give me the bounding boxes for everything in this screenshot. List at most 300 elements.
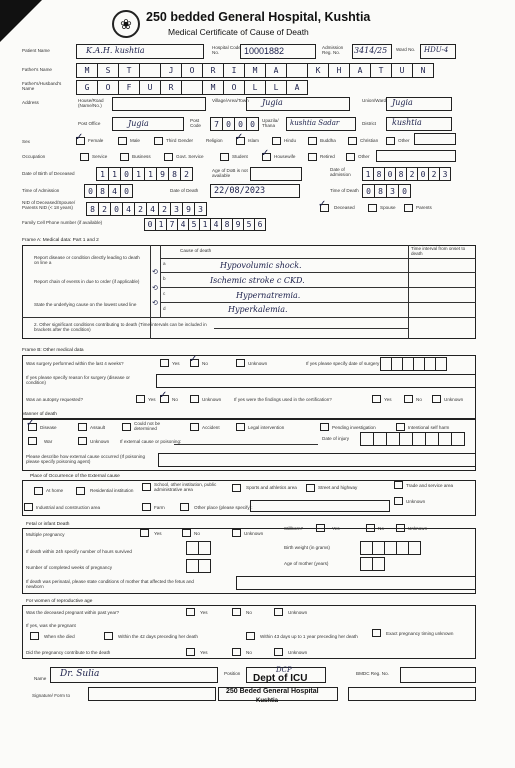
village-value: Jugia xyxy=(262,98,283,107)
row-letter-a: a xyxy=(163,261,166,266)
home-label: At home xyxy=(46,488,64,493)
cell[interactable]: R xyxy=(160,80,182,95)
admission-date-cells[interactable] xyxy=(362,167,450,181)
reproductive-title: For women of reproductive age xyxy=(26,599,93,604)
govt-service-label: Govt. Service xyxy=(176,154,204,159)
cell[interactable]: 5 xyxy=(243,218,255,231)
cell[interactable] xyxy=(451,432,465,446)
school-label: School, other institution, public administrative area xyxy=(154,482,217,493)
cell[interactable]: 1 xyxy=(108,167,121,181)
autopsy-unknown-label: Unknown xyxy=(202,397,222,402)
hindu-label: Hindu xyxy=(284,138,297,143)
post-code-cells[interactable] xyxy=(210,117,258,131)
autopsy-yes-checkbox[interactable] xyxy=(136,395,145,403)
cell[interactable]: U xyxy=(139,80,161,95)
hospital-code-value: 10001882 xyxy=(244,46,285,56)
hospital-logo-icon: ❀ xyxy=(112,10,140,38)
assault-label: Assault xyxy=(90,425,106,430)
pregnant-no-checkbox[interactable] xyxy=(232,608,241,616)
cell[interactable]: 4 xyxy=(177,218,189,231)
fathers-name-label: Father's Name xyxy=(22,67,52,72)
industrial-checkbox[interactable] xyxy=(24,503,33,511)
death-date-value: 22/08/2023 xyxy=(214,186,266,196)
other-occupation-label: Other xyxy=(358,154,370,159)
cell[interactable] xyxy=(139,63,161,78)
surgery-reason-label: If yes please specify reason for surgery (disease or condition) xyxy=(26,375,130,386)
assault-checkbox[interactable] xyxy=(78,423,87,431)
cell[interactable]: 0 xyxy=(120,184,133,198)
cell[interactable]: 2 xyxy=(180,167,193,181)
mother-age-cells[interactable] xyxy=(360,557,384,571)
patient-name-value: K.A.H. kushtia xyxy=(86,46,145,55)
death-time-label: Time of Death xyxy=(330,188,359,193)
cell[interactable]: F xyxy=(118,80,140,95)
cell[interactable]: O xyxy=(181,63,203,78)
accident-label: Accident xyxy=(202,425,220,430)
frame-a-title: Frame A: Medical data: Part 1 and 2 xyxy=(22,238,99,243)
cell[interactable]: 0 xyxy=(234,117,247,131)
cell[interactable]: 3 xyxy=(194,202,207,216)
cell[interactable]: S xyxy=(97,63,119,78)
retired-label: Retired xyxy=(320,154,335,159)
surgery-unknown-checkbox[interactable] xyxy=(236,359,245,367)
within-42-checkbox[interactable] xyxy=(104,632,113,640)
cell[interactable]: 2 xyxy=(158,202,171,216)
weeks-cells[interactable] xyxy=(186,559,210,573)
christian-checkbox[interactable] xyxy=(348,137,357,145)
pending-checkbox[interactable] xyxy=(320,423,329,431)
bmdc-label: BMDC Reg. No. xyxy=(356,671,389,676)
autopsy-yes-label: Yes xyxy=(148,397,156,402)
other-religion-checkbox[interactable] xyxy=(386,137,395,145)
cell[interactable]: 0 xyxy=(362,184,375,198)
stillborn-no-label: No xyxy=(378,526,384,531)
autopsy-used-no-label: No xyxy=(416,397,422,402)
cause-c-value: Hypernatremia. xyxy=(236,291,301,300)
pending-label: Pending investigation xyxy=(332,425,376,430)
nid-cells[interactable] xyxy=(86,202,206,216)
frame-a-divider-3 xyxy=(408,245,409,339)
union-label: Union/Ward xyxy=(362,98,387,103)
trade-checkbox[interactable] xyxy=(394,481,403,489)
cell[interactable]: 8 xyxy=(86,202,99,216)
surgery-no-check-mark-icon: ✓ xyxy=(189,354,198,365)
cell[interactable]: A xyxy=(286,80,308,95)
other-religion-field[interactable] xyxy=(414,133,456,145)
spouse-label: Spouse xyxy=(380,205,396,210)
nid-label: NID of Deceased/Spouse/ Parents NID (< 18 years) xyxy=(22,200,76,211)
cell[interactable]: O xyxy=(223,80,245,95)
arrow-icon-2: ⟲ xyxy=(152,285,158,292)
cell[interactable]: 2 xyxy=(134,202,147,216)
exact-timing-checkbox[interactable] xyxy=(372,629,381,637)
cell[interactable]: 6 xyxy=(254,218,266,231)
pregnant-yes-label: Yes xyxy=(200,610,208,615)
dob-label: Date of Birth of Deceased xyxy=(22,171,75,176)
school-checkbox[interactable] xyxy=(142,483,151,491)
row-c-label: State the underlying cause on the lowest used line xyxy=(34,302,137,307)
cell[interactable]: L xyxy=(244,80,266,95)
surgery-yes-checkbox[interactable] xyxy=(160,359,169,367)
sex-label: Sex xyxy=(22,139,30,144)
cell[interactable]: H xyxy=(328,63,350,78)
cell[interactable]: 1 xyxy=(155,218,167,231)
cell[interactable]: L xyxy=(265,80,287,95)
age-field[interactable] xyxy=(250,167,302,181)
hindu-checkbox[interactable] xyxy=(272,137,281,145)
external-desc-field[interactable] xyxy=(158,453,476,467)
cell[interactable]: N xyxy=(412,63,434,78)
autopsy-used-unknown-label: Unknown xyxy=(444,397,464,402)
injury-date-label: Date of injury xyxy=(322,436,350,441)
service-label: Service xyxy=(92,154,108,159)
business-label: Business xyxy=(132,154,151,159)
farm-checkbox[interactable] xyxy=(142,503,151,511)
cell[interactable]: 8 xyxy=(168,167,181,181)
occupation-label: Occupation xyxy=(22,154,46,159)
sports-label: Sports and athletics area xyxy=(246,485,297,490)
deceased-check-mark-icon: ✓ xyxy=(318,199,327,210)
header xyxy=(112,10,412,48)
cell[interactable] xyxy=(181,80,203,95)
part2-line xyxy=(214,328,408,329)
upazila-value: kushtia Sadar xyxy=(290,119,340,127)
autopsy-used-no-checkbox[interactable] xyxy=(404,395,413,403)
religion-label: Religion xyxy=(206,138,223,143)
cell[interactable] xyxy=(438,432,452,446)
post-office-label: Post Office xyxy=(78,121,101,126)
cell[interactable]: 8 xyxy=(221,218,233,231)
phone-cells[interactable] xyxy=(144,218,265,231)
death-time-cells[interactable] xyxy=(362,184,410,198)
street-checkbox[interactable] xyxy=(306,484,315,492)
cell[interactable]: A xyxy=(265,63,287,78)
fetal-title: Fetal or infant Death xyxy=(26,522,70,527)
frame-a-divider-2 xyxy=(160,245,161,317)
external-cause-line xyxy=(174,444,318,445)
stillborn-yes-label: Yes xyxy=(332,526,340,531)
cell[interactable]: 0 xyxy=(84,184,97,198)
war-checkbox[interactable] xyxy=(28,437,37,445)
multiple-pregnancy-label: Multiple pregnancy xyxy=(26,532,65,537)
third-gender-label: Third Gender xyxy=(166,138,194,143)
undetermined-checkbox[interactable] xyxy=(122,423,131,431)
cell[interactable] xyxy=(373,432,387,446)
row-letter-d: d xyxy=(163,306,166,311)
housewife-label: Housewife xyxy=(274,154,296,159)
surgery-reason-field[interactable] xyxy=(156,374,476,388)
islam-label: Islam xyxy=(248,138,259,143)
surgery-yes-label: Yes xyxy=(172,361,180,366)
external-cause-label: If external cause or poisoning: xyxy=(120,439,182,444)
autopsy-used-yes-label: Yes xyxy=(384,397,392,402)
certificate-subtitle: Medical Certificate of Cause of Death xyxy=(168,27,309,37)
home-checkbox[interactable] xyxy=(34,487,43,495)
cell[interactable]: 3 xyxy=(386,184,399,198)
cell[interactable]: M xyxy=(244,63,266,78)
cell[interactable]: 0 xyxy=(144,218,156,231)
surgery-date-cells[interactable] xyxy=(380,357,446,371)
row-b-label: Report chain of events in due to order (if applicable) xyxy=(34,279,140,284)
patient-name-label: Patient Name xyxy=(22,48,50,53)
district-label: District xyxy=(362,121,377,126)
cell[interactable]: 0 xyxy=(398,184,411,198)
husband-name-label: Father's/Husband's Name xyxy=(22,81,62,92)
stamp-dept: Dept of ICU xyxy=(253,673,308,684)
manner-title: Manner of death xyxy=(22,412,57,417)
cell[interactable]: 2 xyxy=(428,167,440,181)
service-checkbox[interactable] xyxy=(80,153,89,161)
cell[interactable]: 0 xyxy=(384,167,396,181)
hospital-title: 250 bedded General Hospital, Kushtia xyxy=(146,10,371,24)
legal-checkbox[interactable] xyxy=(236,423,245,431)
surgery-unknown-label: Unknown xyxy=(248,361,268,366)
stillborn-no-checkbox[interactable] xyxy=(366,524,375,532)
cell[interactable]: 1 xyxy=(199,218,211,231)
multiple-yes-label: Yes xyxy=(154,531,162,536)
cell[interactable]: 8 xyxy=(395,167,407,181)
spouse-checkbox[interactable] xyxy=(368,204,377,212)
multiple-unknown-label: Unknown xyxy=(244,531,264,536)
male-checkbox[interactable] xyxy=(118,137,127,145)
autopsy-question: Was an autopsy requested? xyxy=(26,397,84,402)
cell[interactable]: 4 xyxy=(146,202,159,216)
external-desc-label: Please describe how external cause occurred (If poisoning please specify poisoning agent) xyxy=(26,454,145,465)
contribute-yes-checkbox[interactable] xyxy=(186,648,195,656)
pregnant-question: Was the deceased pregnant within past year? xyxy=(26,610,120,615)
place-unknown-label: Unknown xyxy=(406,499,426,504)
student-label: Student xyxy=(232,154,248,159)
other-occupation-field[interactable] xyxy=(376,150,456,162)
within-43-label: Within 43 days up to 1 year preceding her death xyxy=(260,634,358,639)
cell[interactable]: G xyxy=(76,80,98,95)
cell[interactable] xyxy=(425,432,439,446)
contribute-no-checkbox[interactable] xyxy=(232,648,241,656)
cell[interactable]: 2 xyxy=(406,167,418,181)
weeks-label: Number of completed weeks of pregnancy xyxy=(26,565,113,570)
cell[interactable]: M xyxy=(76,63,98,78)
scan-corner xyxy=(0,0,42,42)
place-unknown-checkbox[interactable] xyxy=(394,497,403,505)
business-checkbox[interactable] xyxy=(120,153,129,161)
cell[interactable] xyxy=(435,357,447,371)
other-religion-label: Other xyxy=(398,138,410,143)
cell[interactable]: 1 xyxy=(132,167,145,181)
stillborn-unknown-label: Unknown xyxy=(408,526,428,531)
cell[interactable]: 4 xyxy=(122,202,135,216)
residential-checkbox[interactable] xyxy=(76,487,85,495)
war-label: War xyxy=(44,439,53,444)
accident-checkbox[interactable] xyxy=(190,423,199,431)
cell[interactable]: U xyxy=(391,63,413,78)
disease-label: Disease xyxy=(40,425,57,430)
cell[interactable]: 7 xyxy=(166,218,178,231)
contribute-no-label: No xyxy=(246,650,252,655)
cell[interactable]: 0 xyxy=(110,202,123,216)
address-label: Address xyxy=(22,100,39,105)
housewife-check-mark-icon: ✓ xyxy=(261,148,270,159)
cell[interactable]: 9 xyxy=(182,202,195,216)
upazila-label: Upazila/ Thana xyxy=(262,118,279,129)
cell[interactable]: R xyxy=(202,63,224,78)
time-admission-label: Time of Admission xyxy=(22,188,60,193)
govt-service-checkbox[interactable] xyxy=(164,153,173,161)
self-harm-label: Intentional self harm xyxy=(408,425,450,430)
cell[interactable] xyxy=(198,559,211,573)
cell[interactable] xyxy=(412,432,426,446)
cell[interactable] xyxy=(386,432,400,446)
fathers-name-cells[interactable] xyxy=(76,63,433,78)
cell[interactable]: 9 xyxy=(156,167,169,181)
cell[interactable]: 8 xyxy=(374,184,387,198)
house-road-field[interactable] xyxy=(112,97,206,111)
cell[interactable]: 7 xyxy=(210,117,223,131)
cell[interactable]: M xyxy=(202,80,224,95)
multiple-no-label: No xyxy=(194,531,200,536)
christian-label: Christian xyxy=(360,138,379,143)
trade-label: Trade and service area xyxy=(406,483,454,488)
pregnant-yes-checkbox[interactable] xyxy=(186,608,195,616)
industrial-label: Industrial and construction area xyxy=(36,505,101,510)
district-value: kushtia xyxy=(392,118,422,127)
cell[interactable]: 0 xyxy=(417,167,429,181)
bmdc-field[interactable] xyxy=(400,667,476,683)
stillborn-yes-checkbox[interactable] xyxy=(316,524,325,532)
cell[interactable]: 0 xyxy=(222,117,235,131)
cell[interactable]: J xyxy=(160,63,182,78)
cell[interactable]: 2 xyxy=(98,202,111,216)
residential-label: Residential institution xyxy=(90,488,134,493)
multiple-unknown-checkbox[interactable] xyxy=(232,529,241,537)
cell[interactable]: 0 xyxy=(246,117,259,131)
cell[interactable]: 8 xyxy=(96,184,109,198)
cell[interactable]: 5 xyxy=(188,218,200,231)
frame-a-row-line-3 xyxy=(160,287,476,288)
ward-label: Ward No. xyxy=(396,47,416,52)
cell[interactable]: 4 xyxy=(210,218,222,231)
admission-date-label: Date of admission xyxy=(330,167,351,178)
cell[interactable]: I xyxy=(223,63,245,78)
cell[interactable]: 3 xyxy=(170,202,183,216)
place-title: Place of Occurrence of the External cause xyxy=(30,474,120,479)
street-label: Street and highway xyxy=(318,485,358,490)
pregnant-unknown-checkbox[interactable] xyxy=(274,608,283,616)
doctor-name-value: Dr. Sulia xyxy=(60,669,100,679)
autopsy-unknown-checkbox[interactable] xyxy=(190,395,199,403)
cell[interactable]: 1 xyxy=(144,167,157,181)
autopsy-used-unknown-checkbox[interactable] xyxy=(432,395,441,403)
frame-a-row-line-1 xyxy=(160,258,476,259)
cell[interactable] xyxy=(399,432,413,446)
admission-reg-label: Admission Reg. No. xyxy=(322,45,344,56)
deceased-label: Deceased xyxy=(334,205,355,210)
frame-a-row-line-5 xyxy=(22,317,476,318)
contribute-unknown-checkbox[interactable] xyxy=(274,648,283,656)
time-admission-cells[interactable] xyxy=(84,184,132,198)
cell[interactable]: K xyxy=(307,63,329,78)
cell[interactable] xyxy=(408,541,421,555)
pregnant-no-label: No xyxy=(246,610,252,615)
female-check-mark-icon: ✓ xyxy=(75,132,84,143)
perinatal-field[interactable] xyxy=(236,576,476,590)
exact-timing-label: Exact pregnancy timing unknown xyxy=(386,631,454,636)
frame-a-row-line-4 xyxy=(160,302,476,303)
cell[interactable]: O xyxy=(97,80,119,95)
student-checkbox[interactable] xyxy=(220,153,229,161)
cell[interactable]: 1 xyxy=(362,167,374,181)
sports-checkbox[interactable] xyxy=(232,484,241,492)
hours-survived-cells[interactable] xyxy=(186,541,210,555)
dob-cells[interactable] xyxy=(96,167,192,181)
buddha-checkbox[interactable] xyxy=(308,137,317,145)
death-date-label: Date of Death xyxy=(170,188,199,193)
cell[interactable]: A xyxy=(349,63,371,78)
cell[interactable] xyxy=(372,557,385,571)
time-interval-header: Time interval from onset to death xyxy=(411,246,466,257)
injury-date-cells[interactable] xyxy=(360,432,464,446)
stillborn-unknown-checkbox[interactable] xyxy=(396,524,405,532)
autopsy-used-question: If yes were the findings used in the certification? xyxy=(234,397,332,402)
surgery-date-label: If yes please specify date of surgery xyxy=(306,361,380,366)
autopsy-no-check-mark-icon: ✓ xyxy=(159,390,168,401)
cell[interactable]: 4 xyxy=(108,184,121,198)
cell[interactable]: 8 xyxy=(373,167,385,181)
other-place-field[interactable] xyxy=(250,500,390,512)
frame-a-row-line-2 xyxy=(160,272,476,273)
phone-label: Family Cell Phone number (if available) xyxy=(22,220,103,225)
cell[interactable]: 9 xyxy=(232,218,244,231)
cell[interactable]: T xyxy=(118,63,140,78)
autopsy-used-yes-checkbox[interactable] xyxy=(372,395,381,403)
cell[interactable] xyxy=(198,541,211,555)
post-office-value: Jugia xyxy=(128,119,149,128)
cell[interactable] xyxy=(360,432,374,446)
birth-weight-cells[interactable] xyxy=(360,541,420,555)
when-died-checkbox[interactable] xyxy=(30,632,39,640)
other-place-checkbox[interactable] xyxy=(180,503,189,511)
female-label: Female xyxy=(88,138,104,143)
other-place-label: Other place (please specify): xyxy=(194,505,253,510)
stillborn-label: Stillborn? xyxy=(284,526,304,531)
husband-name-cells[interactable] xyxy=(76,80,307,95)
cell[interactable]: 3 xyxy=(439,167,451,181)
undetermined-label: Could not be determined xyxy=(134,421,161,432)
retired-checkbox[interactable] xyxy=(308,153,317,161)
perinatal-label: If death was perinatal, please state conditions of mother that affected the fetus and newborn xyxy=(26,579,194,590)
within-43-checkbox[interactable] xyxy=(246,632,255,640)
cell[interactable]: 1 xyxy=(96,167,109,181)
third-gender-checkbox[interactable] xyxy=(154,137,163,145)
cause-a-value: Hypovolumic shock. xyxy=(220,261,302,270)
admission-reg-value: 3414/25 xyxy=(354,46,388,55)
parents-checkbox[interactable] xyxy=(404,204,413,212)
islam-check-mark-icon: ✓ xyxy=(235,132,244,143)
date-field[interactable] xyxy=(348,687,476,701)
self-harm-checkbox[interactable] xyxy=(396,423,405,431)
cell[interactable]: T xyxy=(370,63,392,78)
manner-unknown-checkbox[interactable] xyxy=(78,437,87,445)
row-letter-b: b xyxy=(163,276,166,281)
farm-label: Farm xyxy=(154,505,165,510)
multiple-yes-checkbox[interactable] xyxy=(140,529,149,537)
signature-field[interactable] xyxy=(88,687,216,701)
ward-value: HDU-4 xyxy=(424,46,449,54)
cell[interactable]: 0 xyxy=(120,167,133,181)
cell[interactable] xyxy=(286,63,308,78)
buddha-label: Buddha xyxy=(320,138,336,143)
multiple-no-checkbox[interactable] xyxy=(182,529,191,537)
other-occupation-checkbox[interactable] xyxy=(346,153,355,161)
